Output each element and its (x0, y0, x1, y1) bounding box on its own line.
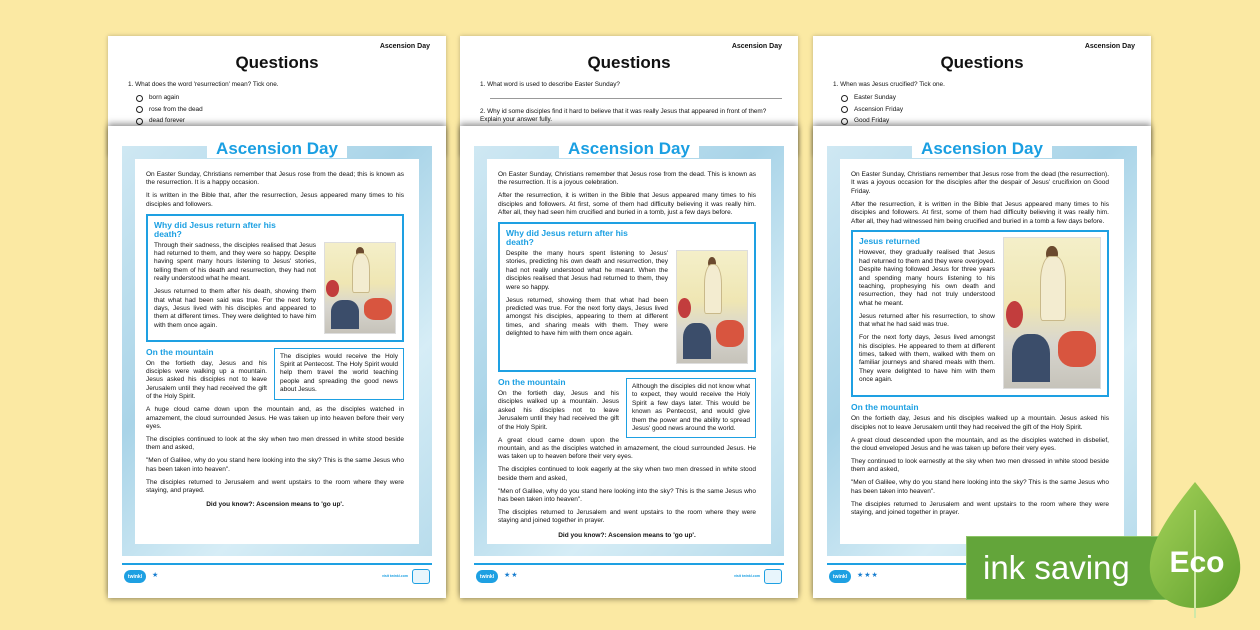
page-header: Ascension Day (1084, 43, 1135, 50)
eco-leaf-icon (1140, 480, 1250, 620)
radio-circle-icon[interactable] (136, 106, 143, 113)
option-label: born again (149, 94, 180, 101)
did-you-know: Did you know?: Ascension means to 'go up'. (206, 501, 344, 509)
reading-page (108, 126, 446, 598)
mountain-paragraph: "Men of Galilee, why do you stand here looking into the sky? This is the same Jesus who has been taken into heaven". (498, 487, 756, 503)
visit-link[interactable]: visit twinkl.com (381, 574, 408, 578)
pentecost-note-box: Although the disciples did not know what to expect, they would receive the Holy Spirit a few days later. This would be known as Pentecost, and would give them the power and the ability to spread Jesus' good news around the world. (626, 378, 756, 438)
mountain-paragraph: On the fortieth day, Jesus and his disciples walked up a mountain. Jesus asked his disciples not to leave Jerusalem until they had received the gift of the Holy Spirit. (851, 415, 1109, 431)
radio-circle-icon[interactable] (841, 106, 848, 113)
tick-option[interactable] (841, 94, 1135, 102)
section-heading: On the mountain (498, 377, 566, 388)
section-heading: On the mountain (851, 402, 919, 413)
footer-divider (122, 563, 432, 565)
box-heading: Jesus returned (859, 236, 920, 247)
mountain-paragraph: On the fortieth day, Jesus and his disciples walked up a mountain. Jesus asked his disciples not to leave Jerusalem until they had received the gift of the Holy Spirit. (498, 390, 619, 431)
mountain-paragraph: On the fortieth day, Jesus and his disciples were walking up a mountain. Jesus asked his disciples not to leave Jerusalem until they had received the gift of the Holy Spirit. (146, 359, 267, 401)
questions-title: Questions (940, 53, 1024, 72)
box-paragraph: Jesus returned after his resurrection, to show that what he had said was true. (859, 312, 995, 329)
reading-page (460, 126, 798, 598)
twinkl-logo[interactable]: twinkl (829, 570, 851, 583)
questions-title: Questions (235, 53, 319, 72)
difficulty-stars: ★ (152, 572, 160, 579)
pentecost-note-box: The disciples would receive the Holy Spirit at Pentecost. The Holy Spirit would help them travel the world teaching people and spreading the good news about Jesus. (274, 348, 404, 400)
reading-text (146, 171, 404, 510)
tick-option[interactable] (841, 117, 1135, 125)
illustration-figure (364, 298, 392, 320)
radio-circle-icon[interactable] (136, 95, 143, 102)
intro-paragraph: After the resurrection, it is written in the Bible that Jesus appeared many times to his disciples and followers. At first, some of them had difficulty believing it was really him. After all, they had witnessed him being crucified and buried in a tomb a few days before. (851, 200, 1109, 225)
ink-saving-label: ink saving (983, 549, 1130, 586)
tick-option[interactable] (841, 106, 1135, 114)
box-paragraph: Through their sadness, the disciples realised that Jesus had returned to them, and they were so happy. Despite having spent many hours listening to Jesus' stories, telling them of his death and resurrection, they had not really understood what he meant. (154, 241, 316, 283)
intro-paragraph: On Easter Sunday, Christians remember that Jesus rose from the dead; this is known as the resurrection. It is a happy occasion. (146, 171, 404, 187)
question-text: 1. What does the word 'resurrection' mean? Tick one. (128, 81, 279, 88)
twinkl-logo[interactable]: twinkl (476, 570, 498, 583)
visit-link[interactable]: visit twinkl.com (733, 574, 760, 578)
illustration-figure (331, 300, 359, 329)
intro-paragraph: On Easter Sunday, Christians remember that Jesus rose from the dead. This is known as the resurrection. It is a joyous celebration. (498, 171, 756, 187)
illustration-figure (1012, 334, 1050, 382)
mountain-paragraph: They continued to look earnestly at the sky when two men dressed in white stood beside them and asked, (851, 458, 1109, 474)
mountain-paragraph: A huge cloud came down upon the mountain and, as the disciples watched in amazement, the cloud surrounded Jesus. He was taken up into heaven before their very eyes. (146, 406, 404, 430)
radio-circle-icon[interactable] (136, 118, 143, 125)
option-label: dead forever (149, 117, 185, 124)
difficulty-stars: ★★★ (857, 572, 879, 579)
tick-option[interactable] (136, 106, 430, 114)
mountain-paragraph: The disciples continued to look at the sky when two men dressed in white stood beside them and asked, (146, 435, 404, 452)
box-heading: Why did Jesus return after his death? (154, 219, 276, 239)
illustration-figure (678, 298, 691, 318)
box-paragraph: For the next forty days, Jesus lived amongst his disciples. He appeared to them at different times, talked with them, walked with them on familiar journeys and shared meals with them. They were delighted to have him with them once again. (859, 334, 995, 384)
questions-list (128, 81, 430, 129)
title-wrap (460, 139, 798, 159)
mountain-paragraph: A great cloud descended upon the mountain, and as the disciples watched in disbelief, the cloud enveloped Jesus and he was taken up before their very eyes. (851, 436, 1109, 453)
box-paragraph: However, they gradually realised that Jesus had returned to them and they were overjoyed. Despite having followed Jesus for three years and spending many hours listening to his teaching, prophesying his own death and resurrection, they had not truly understood what he meant. (859, 249, 995, 307)
page-title: Ascension Day (207, 139, 347, 158)
mountain-paragraph: The disciples returned to Jerusalem and went upstairs to the room where they were staying, and joined together in prayer. (851, 500, 1109, 517)
info-box (851, 230, 1109, 397)
reading-text (851, 171, 1109, 522)
question-text: 2. Why id some disciples find it hard to believe that it was really Jesus that appeared in front of them? Explain your answer fully. (480, 108, 767, 123)
question-text: 1. What word is used to describe Easter Sunday? (480, 81, 620, 88)
tick-option[interactable] (136, 117, 430, 125)
questions-list (833, 81, 1135, 129)
reading-page (813, 126, 1151, 598)
eco-label: Eco (1169, 546, 1225, 579)
jesus-ascension-illustration (1003, 237, 1101, 389)
illustration-figure (1006, 301, 1023, 328)
option-label: Easter Sunday (854, 94, 896, 101)
question-text: 1. When was Jesus crucified? Tick one. (833, 81, 945, 88)
box-paragraph: Jesus returned to them after his death, showing them that what had been said was true. For the next forty days, Jesus lived with his disciples and appeared to them at different times. They were delighted to have him with them once again. (154, 288, 316, 329)
difficulty-stars: ★★ (504, 572, 519, 579)
jesus-ascension-illustration (324, 242, 396, 334)
tick-option[interactable] (136, 94, 430, 102)
illustration-figure (683, 323, 711, 359)
info-box (146, 214, 404, 342)
page-title: Ascension Day (559, 139, 699, 158)
illustration-figure (352, 253, 371, 293)
radio-circle-icon[interactable] (841, 118, 848, 125)
did-you-know: Did you know?: Ascension means to 'go up'. (558, 531, 696, 539)
box-paragraph: Despite the many hours spent listening to Jesus' stories, predicting his own death and resurrection, they had not really understood what he meant. When the disciples realised that Jesus had returned to them, they were so happy. (506, 250, 668, 291)
mountain-paragraph: The disciples continued to look eagerly at the sky when two men dressed in white stood beside them and asked, (498, 466, 756, 482)
illustration-figure (1040, 256, 1065, 321)
option-label: Ascension Friday (854, 105, 904, 113)
page-title: Ascension Day (912, 139, 1052, 158)
illustration-figure (716, 320, 744, 347)
answer-line[interactable] (490, 98, 782, 99)
page-header: Ascension Day (731, 43, 782, 50)
option-label: rose from the dead (149, 105, 203, 113)
info-box (498, 222, 756, 372)
illustration-figure (1058, 331, 1096, 367)
option-label: Good Friday (854, 117, 890, 124)
twinkl-badge-icon (764, 569, 782, 584)
box-heading: Why did Jesus return after his death? (506, 228, 628, 248)
reading-text (498, 171, 756, 540)
jesus-ascension-illustration (676, 250, 748, 364)
questions-title: Questions (587, 53, 671, 72)
title-wrap (108, 139, 446, 159)
box-paragraph: Jesus returned, showing them that what had been predicted was true. For the next forty days, Jesus lived amongst his disciples, appearing to them at different times, and sharing meals with them. They were delighted to have him with them once again. (506, 296, 668, 338)
title-wrap (813, 139, 1151, 159)
page-header: Ascension Day (379, 43, 430, 50)
mountain-paragraph: "Men of Galilee, why do you stand here looking into the sky? This is the same Jesus who has been taken into heaven". (146, 457, 404, 473)
footer-divider (474, 563, 784, 565)
intro-paragraph: After the resurrection, it is written in the Bible that Jesus appeared many times to his disciples and followers. At first, some of them had difficulty believing it was really him. After all, they had seen him crucified and buried in a tomb, just a few days before. (498, 192, 756, 217)
illustration-figure (704, 264, 723, 313)
mountain-paragraph: A great cloud came down upon the mountain, and as the disciples watched in amazement, the cloud surrounded Jesus. He was taken up to heaven before their very eyes. (498, 436, 756, 461)
section-heading: On the mountain (146, 346, 214, 357)
twinkl-badge-icon (412, 569, 430, 584)
questions-list (480, 81, 782, 129)
mountain-paragraph: The disciples returned to Jerusalem and went upstairs to the room where they were staying, and prayed. (146, 478, 404, 494)
mountain-paragraph: The disciples returned to Jerusalem and went upstairs to the room where they were staying and joined together in prayer. (498, 508, 756, 525)
twinkl-logo[interactable]: twinkl (124, 570, 146, 583)
mountain-paragraph: "Men of Galilee, why do you stand here looking into the sky? This is the same Jesus who has been taken into heaven". (851, 479, 1109, 495)
intro-paragraph: On Easter Sunday, Christians remember that Jesus rose from the dead (the resurrection). It was a joyous occasion for the disciples after the despair of Jesus' crucifixion on Good Friday. (851, 171, 1109, 195)
intro-paragraph: It is written in the Bible that, after the resurrection, Jesus appeared many times to his disciples and followers. (146, 192, 404, 208)
illustration-figure (326, 280, 339, 296)
radio-circle-icon[interactable] (841, 95, 848, 102)
